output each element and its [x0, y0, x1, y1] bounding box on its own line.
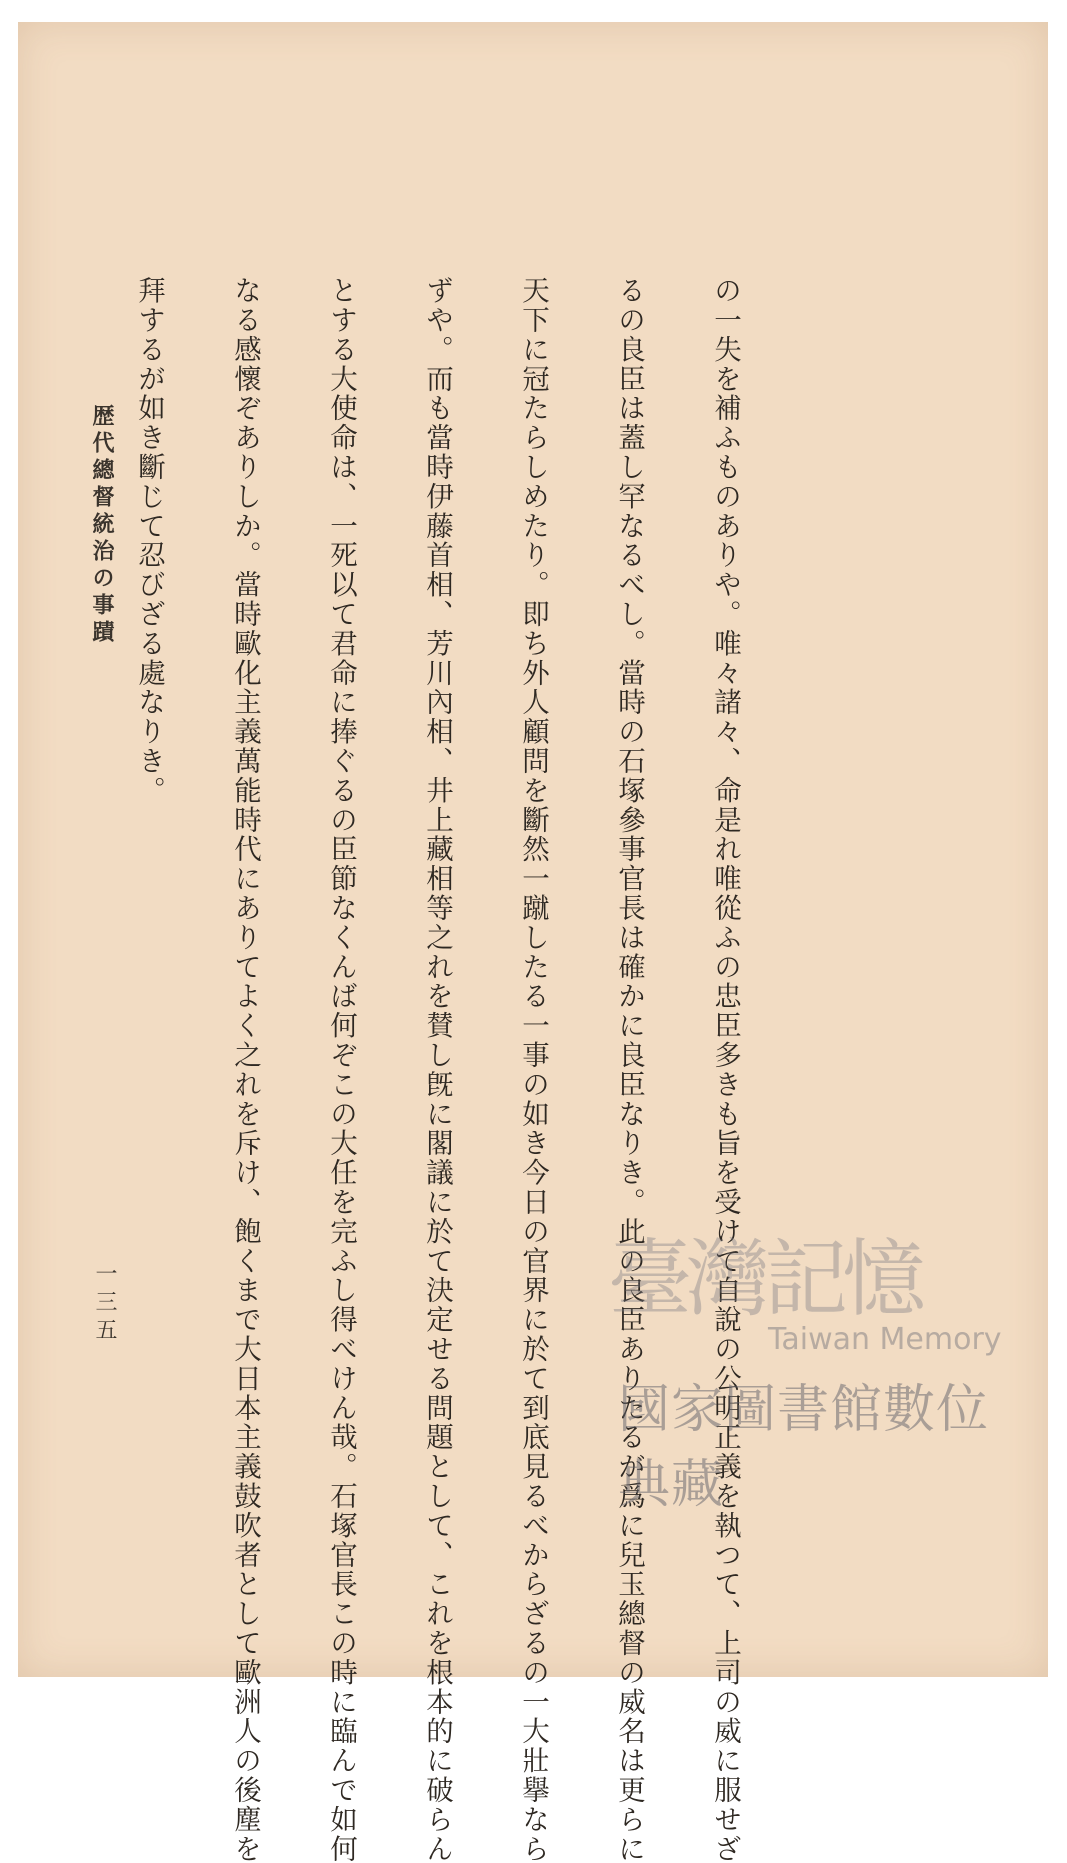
watermark-latin: Taiwan Memory — [768, 1322, 1002, 1357]
running-title: 歴代總督統治の事蹟 — [89, 404, 115, 647]
text-line: なる感懷ぞありしか。當時歐化主義萬能時代にありてよく之れを斥け、飽くまで大日本主義鼓吹者として歐洲人の後塵を — [229, 275, 261, 1863]
book-page — [18, 22, 1048, 1863]
watermark-logo: 臺灣記憶 — [608, 1230, 921, 1328]
text-line: るの良臣は蓋し罕なるべし。當時の石塚參事官長は確かに良臣なりき。此の良臣ありたるが爲に兒玉總督の威名は更らに — [613, 275, 645, 1863]
text-line: の一失を補ふものありや。唯々諸々、命是れ唯從ふの忠臣多きも旨を受けて自說の公明正義を執つて、上司の威に服せざ — [709, 275, 741, 1863]
text-line: とする大使命は、一死以て君命に捧ぐるの臣節なくんば何ぞこの大任を完ふし得べけん哉。石塚官長この時に臨んで如何 — [325, 275, 357, 1863]
text-line: 天下に冠たらしめたり。即ち外人顧問を斷然一蹴したる一事の如き今日の官界に於て到底見るべからざるの一大壯擧なら — [517, 275, 549, 1863]
text-line: ずや。而も當時伊藤首相、芳川內相、井上藏相等之れを賛し旣に閣議に於て決定せる問題として、これを根本的に破らん — [421, 275, 453, 1863]
text-line: 拜するが如き斷じて忍びざる處なりき。 — [133, 275, 165, 806]
watermark-organization: 國家圖書館數位典藏 — [618, 1380, 990, 1515]
watermark — [578, 1202, 1018, 1515]
page-number: 一三五 — [92, 1262, 117, 1346]
